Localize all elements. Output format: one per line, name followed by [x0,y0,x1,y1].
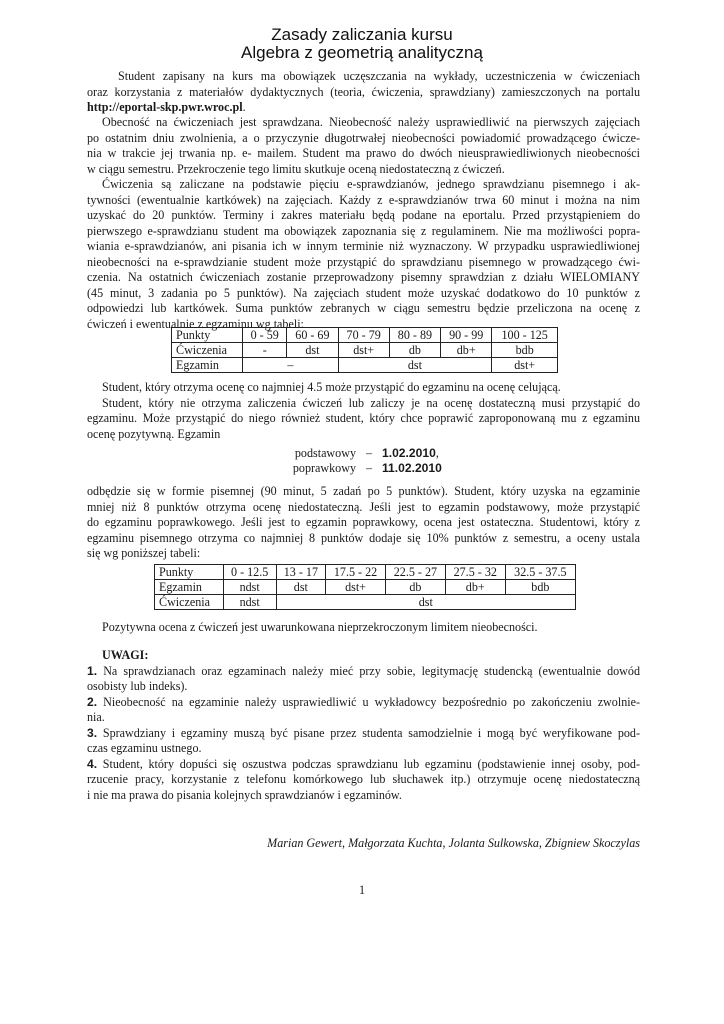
date-dash: – [365,461,373,475]
notes-heading: UWAGI: [102,648,149,662]
note-text: Nieobecność na egzaminie należy usprawiedliwić u wykładowcy bezpośrednio po zakończeniu zwolnie- [103,694,641,709]
text-line: egzaminu. Może przystąpić do niego również student, który chce poprawić zaproponowaną mu z egzaminu [87,411,640,426]
text-line: w ciągu semestru. Przekroczenie tego limitu skutkuje oceną niedostateczną z ćwiczeń. [87,161,505,176]
text-line: ćwiczeń i ewentualnie z egzaminu wg tabeli: [87,316,304,331]
title-line-2: Algebra z geometrią analityczną [241,43,483,62]
table-cell: dst+ [492,358,558,373]
text-line: oraz korzystania z materiałów dydaktycznych (teoria, ćwiczenia, sprawdziany) zamieszczonych na portalu [87,84,640,99]
text-line: po ostatnim dniu zwolnienia, a o przyczynie długotrwałej nieobecności powiadomić prowadzącego ćwicze- [87,130,640,145]
text-line: Student zapisany na kurs ma obowiązek uczęszczania na wykłady, uczestniczenia w ćwiczeniach [118,69,640,83]
text-line: rzucenie pracy, korzystanie z telefonu komórkowego lub słuchawek itp.) otrzymuje ocenę niedostateczną [87,772,640,787]
text-line: odbędzie się w formie pisemnej (90 minut, 5 zadań po 5 punktów). Student, który uzyska na egzaminie [87,484,640,498]
table-cell: 0 - 59 [243,328,287,343]
text-line [87,100,640,116]
table-cell: – [243,358,338,373]
table-row [155,565,576,580]
portal-link[interactable]: http://eportal-skp.pwr.wroc.pl [87,100,243,115]
table-cell: db+ [445,580,505,595]
table-cell: dst+ [338,343,389,358]
text-line: uzyskać do 20 punktów. Terminy i zakres materiału będą podane na eportalu. Przed przystąpieniem do [87,208,640,223]
table-cell: ndst [223,595,276,610]
absence-condition-paragraph [87,620,640,636]
notes-section [87,648,640,803]
title-line-1: Zasady zaliczania kursu [271,25,453,44]
table-cell: 13 - 17 [276,565,325,580]
table-cell: db [385,580,445,595]
table-cell: 70 - 79 [338,328,389,343]
text-line: Obecność na ćwiczeniach jest sprawdzana. Nieobecność należy usprawiedliwić na pierwszych zajęciach [102,115,640,129]
exam-date-basic [284,446,442,461]
text-line: Pozytywna ocena z ćwiczeń jest uwarunkowana nieprzekroczonym limitem nieobecności. [102,620,538,634]
exam-date-retake [284,461,442,476]
attendance-paragraph [87,115,640,177]
table-cell: 80 - 89 [389,328,440,343]
date-label: podstawowy [294,446,356,460]
table-cell: dst [287,343,338,358]
exam-paragraph [87,484,640,562]
note-2 [87,695,640,711]
table-cell: Punkty [172,328,243,343]
note-number: 4. [87,756,98,771]
text-line: Student, który otrzyma ocenę co najmniej 4.5 może przystąpić do egzaminu na ocenę celującą. [102,380,561,394]
text-line: i nie ma prawa do pisania kolejnych sprawdzianów i egzaminów. [87,787,402,802]
date-dash: – [365,446,373,460]
authors: Marian Gewert, Małgorzata Kuchta, Jolanta Sulkowska, Zbigniew Skoczylas [267,836,640,850]
table-cell: 22.5 - 27 [385,565,445,580]
table-row [155,580,576,595]
text-line: Student, który nie otrzyma zaliczenia ćwiczeń lub zaliczy je na ocenę dostateczną musi przystąpić do [102,395,640,410]
table-cell: 32.5 - 37.5 [505,565,575,580]
table-cell: 27.5 - 32 [445,565,505,580]
text-line: Ćwiczenia są zaliczane na podstawie pięciu e-sprawdzianów, jednego sprawdzianu pisemnego i ak- [102,177,640,191]
text-line: wiania e-sprawdzianów, ani pisania ich w innym terminie niż wyznaczony. W przypadku usprawiedliwionej [87,239,640,254]
table-cell: bdb [505,580,575,595]
text-line: do egzaminu poprawkowego. Jeśli jest to egzamin poprawkowy, ocena jest ostateczna. Studentowi, który z [87,515,640,530]
table-cell: 90 - 99 [441,328,492,343]
note-4 [87,757,640,773]
table-row [172,328,558,343]
table-row [172,358,558,373]
table-cell: db [389,343,440,358]
text-line: odpowiedzi lub kartkówek. Suma punktów zebranych w ciągu semestru będzie przeliczona na ocenę z [87,301,640,316]
date-value: 1.02.2010 [382,446,436,460]
grade-table-exercises [171,327,558,373]
note-number: 3. [87,725,98,740]
note-number: 1. [87,663,98,678]
table-cell: bdb [492,343,558,358]
table-cell: Punkty [155,565,224,580]
table-cell: Ćwiczenia [172,343,243,358]
text-fragment: . [242,100,246,115]
page-number: 1 [358,883,366,897]
text-line: nia. [87,710,105,725]
note-text: Student, który dopuści się oszustwa podczas sprawdzianu lub egzaminu (podstawienie innej osoby, pod- [102,756,640,771]
table-cell: Egzamin [155,580,224,595]
date-label: poprawkowy [292,461,356,475]
table-cell: 0 - 12.5 [223,565,276,580]
table-cell: db+ [441,343,492,358]
table-cell: Ćwiczenia [155,595,224,610]
text-line: ocenę pozytywną. Egzamin [87,426,221,441]
exam-dates [284,446,442,476]
table-row [172,343,558,358]
text-line: egzaminu pisemnego otrzyma co najmniej 8 punktów dodaje się 10% punktów z semestru, a oceny ustala [87,530,640,545]
table-cell: ndst [223,580,276,595]
text-line: tywności (ewentualnie kartkówek) na zajęciach. Każdy z e-sprawdzianów trwa 60 minut i można na nim [87,192,640,207]
text-line: się wg poniższej tabeli: [87,546,201,561]
table-cell: dst [276,580,325,595]
text-line: czenia. Na ostatnich ćwiczeniach zostanie przeprowadzony pisemny sprawdzian z działu WIELOMIANY [87,270,640,285]
text-line: pierwszego e-sprawdzianu student ma obowiązek zapoznania się z regulaminem. Nie ma możliwości popra- [87,223,640,238]
table-cell: Egzamin [172,358,243,373]
text-line: osobisty lub indeks). [87,679,188,694]
text-line: nieobecności na e-sprawdzianie student może przystąpić do sprawdzianu pisemnego w prowadzącego ćwi- [87,254,640,269]
table-cell: 17.5 - 22 [326,565,386,580]
intro-paragraph [87,69,640,116]
table-cell: 60 - 69 [287,328,338,343]
grade-table-exam [154,564,576,610]
note-text: Sprawdziany i egzaminy muszą być pisane przez studenta samodzielnie i mogą być weryfikowane pod- [102,725,640,740]
note-1 [87,664,640,680]
note-number: 2. [87,694,98,709]
exercises-paragraph [87,177,640,332]
table-cell: dst [276,595,575,610]
exam-eligibility-paragraph [87,380,640,442]
table-cell: dst [338,358,492,373]
date-punct: , [435,446,439,460]
text-line: mniej niż 8 punktów otrzyma ocenę niedostateczną. Jeśli jest to egzamin podstawowy, może przystąpić [87,499,640,514]
text-line: (45 minut, 3 zadania po 5 punktów). Na zajęciach student może uzyskać dodatkowo do 10 punktów z [87,285,640,300]
date-value: 11.02.2010 [382,461,442,475]
note-text: Na sprawdzianach oraz egzaminach należy mieć przy sobie, legitymację studencką (ewentualnie dowód [103,663,641,678]
note-3 [87,726,640,742]
table-cell: 100 - 125 [492,328,558,343]
table-row [155,595,576,610]
table-cell: dst+ [326,580,386,595]
table-cell: - [243,343,287,358]
text-line: nia w trakcie jej trwania np. e- mailem. Student ma prawo do dwóch nieusprawiedliwionych nieobecności [87,146,640,161]
text-line: czas egzaminu ustnego. [87,741,202,756]
